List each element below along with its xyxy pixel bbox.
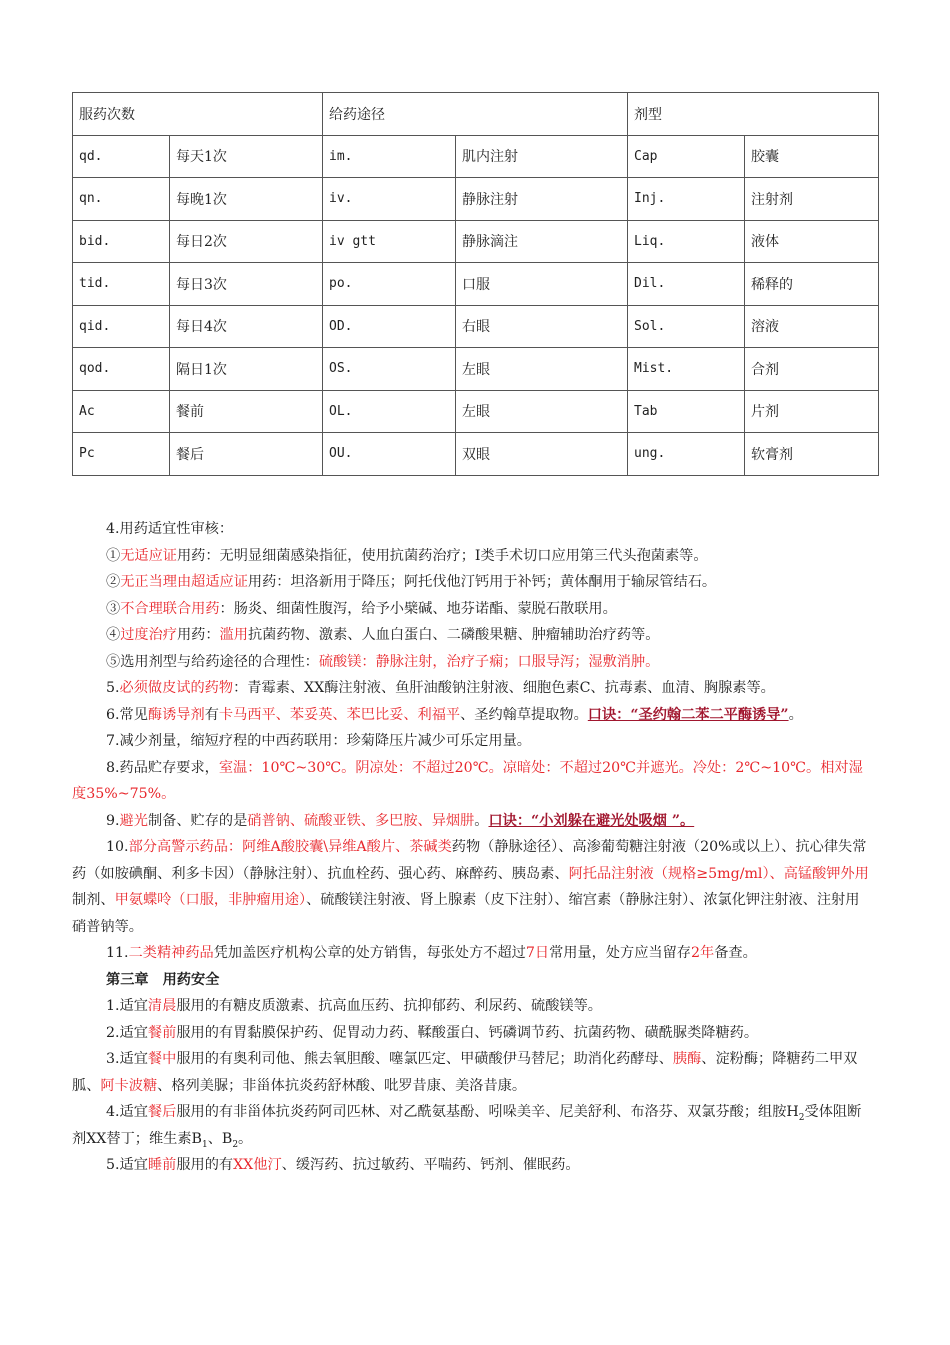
meaning-cell: 胶囊 — [745, 135, 879, 178]
abbreviation-cell: Dil. — [628, 263, 745, 306]
meaning-cell: 每晚1次 — [170, 178, 323, 221]
meaning-cell: 每日2次 — [170, 220, 323, 263]
abbreviation-cell: tid. — [73, 263, 170, 306]
abbreviation-cell: Inj. — [628, 178, 745, 221]
table-row — [73, 220, 879, 263]
abbreviation-cell: po. — [323, 263, 456, 306]
meaning-cell: 餐前 — [170, 390, 323, 433]
meaning-cell: 溶液 — [745, 305, 879, 348]
table-row — [73, 433, 879, 476]
abbreviation-cell: qid. — [73, 305, 170, 348]
table-header-row — [73, 93, 879, 136]
meaning-cell: 左眼 — [456, 348, 628, 391]
section-5: 5.必须做皮试的药物：青霉素、XX酶注射液、鱼肝油酸钠注射液、细胞色素C、抗毒素、血清、胸腺素等。 — [106, 680, 775, 696]
section-4-title: 4.用药适宜性审核： — [106, 521, 234, 537]
section-9: 9.避光制备、贮存的是硝普钠、硫酸亚铁、多巴胺、异烟肼。口诀：“小刘躲在避光处吸烟 ”。 — [106, 812, 695, 829]
section-4-item-5: ⑤选用剂型与给药途径的合理性：硫酸镁：静脉注射，治疗子痫；口服导泻；湿敷消肿。 — [106, 653, 660, 670]
meaning-cell: 每日4次 — [170, 305, 323, 348]
header-dosage-form: 剂型 — [628, 93, 879, 136]
abbreviation-cell: qod. — [73, 348, 170, 391]
chapter-item-1: 1.适宜清晨服用的有糖皮质激素、抗高血压药、抗抑郁药、利尿药、硫酸镁等。 — [106, 998, 602, 1014]
meaning-cell: 静脉注射 — [456, 178, 628, 221]
section-7: 7.减少剂量，缩短疗程的中西药联用：珍菊降压片减少可乐定用量。 — [106, 733, 531, 749]
meaning-cell: 注射剂 — [745, 178, 879, 221]
abbreviation-cell: ung. — [628, 433, 745, 476]
abbreviation-cell: bid. — [73, 220, 170, 263]
meaning-cell: 隔日1次 — [170, 348, 323, 391]
section-4-item-2: ②无正当理由超适应证用药：坦洛新用于降压；阿托伐他汀钙用于补钙；黄体酮用于输尿管结石。 — [106, 574, 717, 590]
meaning-cell: 合剂 — [745, 348, 879, 391]
meaning-cell: 每天1次 — [170, 135, 323, 178]
chapter-item-3: 3.适宜餐中服用的有奥利司他、熊去氧胆酸、噻氯匹定、甲磺酸伊马替尼；助消化药酵母、胰酶、淀粉酶；降糖药二甲双胍、阿卡波糖、格列美脲；非甾体抗炎药舒林酸、吡罗昔康、美洛昔康。 — [72, 1051, 858, 1094]
abbreviation-cell: Sol. — [628, 305, 745, 348]
meaning-cell: 软膏剂 — [745, 433, 879, 476]
section-4-item-3: ③不合理联合用药：肠炎、细菌性腹泻，给予小檗碱、地芬诺酯、蒙脱石散联用。 — [106, 600, 617, 617]
section-4-item-1: ①无适应证用药：无明显细菌感染指征，使用抗菌药治疗；Ⅰ类手术切口应用第三代头孢菌素等。 — [106, 547, 708, 564]
meaning-cell: 液体 — [745, 220, 879, 263]
abbreviation-table — [72, 92, 879, 476]
mnemonic-light-protection: 口诀：“小刘躲在避光处吸烟 ”。 — [488, 812, 695, 829]
meaning-cell: 肌内注射 — [456, 135, 628, 178]
section-10: 10.部分高警示药品：阿维A酸胶囊\异维A酸片、茶碱类药物（静脉途径）、高渗葡萄糖注射液（20%或以上）、抗心律失常药（如胺碘酮、利多卡因）（静脉注射）、抗血栓药、强心药、麻醉药、胰岛素、阿托品注射液（规格≥5mg/ml）、高锰酸钾外用制剂、甲氨蝶呤（口服，非肿瘤用途）、硫酸镁注射液、肾上腺素（皮下注射）、缩宫素（静脉注射）、浓氯化钾注射液、注射用硝普钠等。 — [72, 839, 869, 935]
abbreviation-cell: OS. — [323, 348, 456, 391]
abbreviation-cell: OL. — [323, 390, 456, 433]
table-row — [73, 263, 879, 306]
abbreviation-cell: qd. — [73, 135, 170, 178]
table-row — [73, 348, 879, 391]
notes-body — [72, 516, 872, 1179]
header-route: 给药途径 — [323, 93, 628, 136]
abbreviation-cell: Mist. — [628, 348, 745, 391]
abbreviation-cell: Pc — [73, 433, 170, 476]
table-row — [73, 390, 879, 433]
meaning-cell: 左眼 — [456, 390, 628, 433]
meaning-cell: 右眼 — [456, 305, 628, 348]
abbreviation-cell: Cap — [628, 135, 745, 178]
abbreviation-cell: iv. — [323, 178, 456, 221]
abbreviation-cell: OD. — [323, 305, 456, 348]
section-8: 8.药品贮存要求，室温：10℃~30℃。阴凉处：不超过20℃。凉暗处：不超过20℃并遮光。冷处：2℃~10℃。相对湿度35%~75%。 — [72, 759, 863, 802]
table-row — [73, 178, 879, 221]
abbreviation-cell: Liq. — [628, 220, 745, 263]
chapter-item-4: 4.适宜餐后服用的有非甾体抗炎药阿司匹林、对乙酰氨基酚、吲哚美辛、尼美舒利、布洛芬、双氯芬酸；组胺$H_2$受体阻断剂XX替丁；维生素$B_1$、$B_2$。 — [72, 1104, 862, 1150]
section-4-item-4: ④过度治疗用药：滥用抗菌药物、激素、人血白蛋白、二磷酸果糖、肿瘤辅助治疗药等。 — [106, 627, 660, 643]
abbreviation-cell: Ac — [73, 390, 170, 433]
table-row — [73, 305, 879, 348]
meaning-cell: 片剂 — [745, 390, 879, 433]
meaning-cell: 稀释的 — [745, 263, 879, 306]
abbreviation-cell: im. — [323, 135, 456, 178]
abbreviation-cell: Tab — [628, 390, 745, 433]
chapter-heading: 第三章 用药安全 — [106, 971, 220, 988]
abbreviation-cell: OU. — [323, 433, 456, 476]
meaning-cell: 双眼 — [456, 433, 628, 476]
section-11: 11.二类精神药品凭加盖医疗机构公章的处方销售，每张处方不超过7日常用量，处方应当留存2年备查。 — [106, 945, 757, 961]
chapter-item-2: 2.适宜餐前服用的有胃黏膜保护药、促胃动力药、鞣酸蛋白、钙磷调节药、抗菌药物、磺酰脲类降糖药。 — [106, 1024, 759, 1041]
abbreviation-cell: qn. — [73, 178, 170, 221]
table-row — [73, 135, 879, 178]
mnemonic-enzyme-inducers: 口诀：“圣约翰二苯二平酶诱导” — [587, 706, 789, 723]
section-6: 6.常见酶诱导剂有卡马西平、苯妥英、苯巴比妥、利福平、圣约翰草提取物。口诀：“圣约翰二苯二平酶诱导”。 — [106, 706, 803, 723]
meaning-cell: 口服 — [456, 263, 628, 306]
abbreviation-cell: iv gtt — [323, 220, 456, 263]
meaning-cell: 每日3次 — [170, 263, 323, 306]
chapter-item-5: 5.适宜睡前服用的有XX他汀、缓泻药、抗过敏药、平喘药、钙剂、催眠药。 — [106, 1157, 580, 1173]
meaning-cell: 静脉滴注 — [456, 220, 628, 263]
meaning-cell: 餐后 — [170, 433, 323, 476]
header-frequency: 服药次数 — [73, 93, 323, 136]
